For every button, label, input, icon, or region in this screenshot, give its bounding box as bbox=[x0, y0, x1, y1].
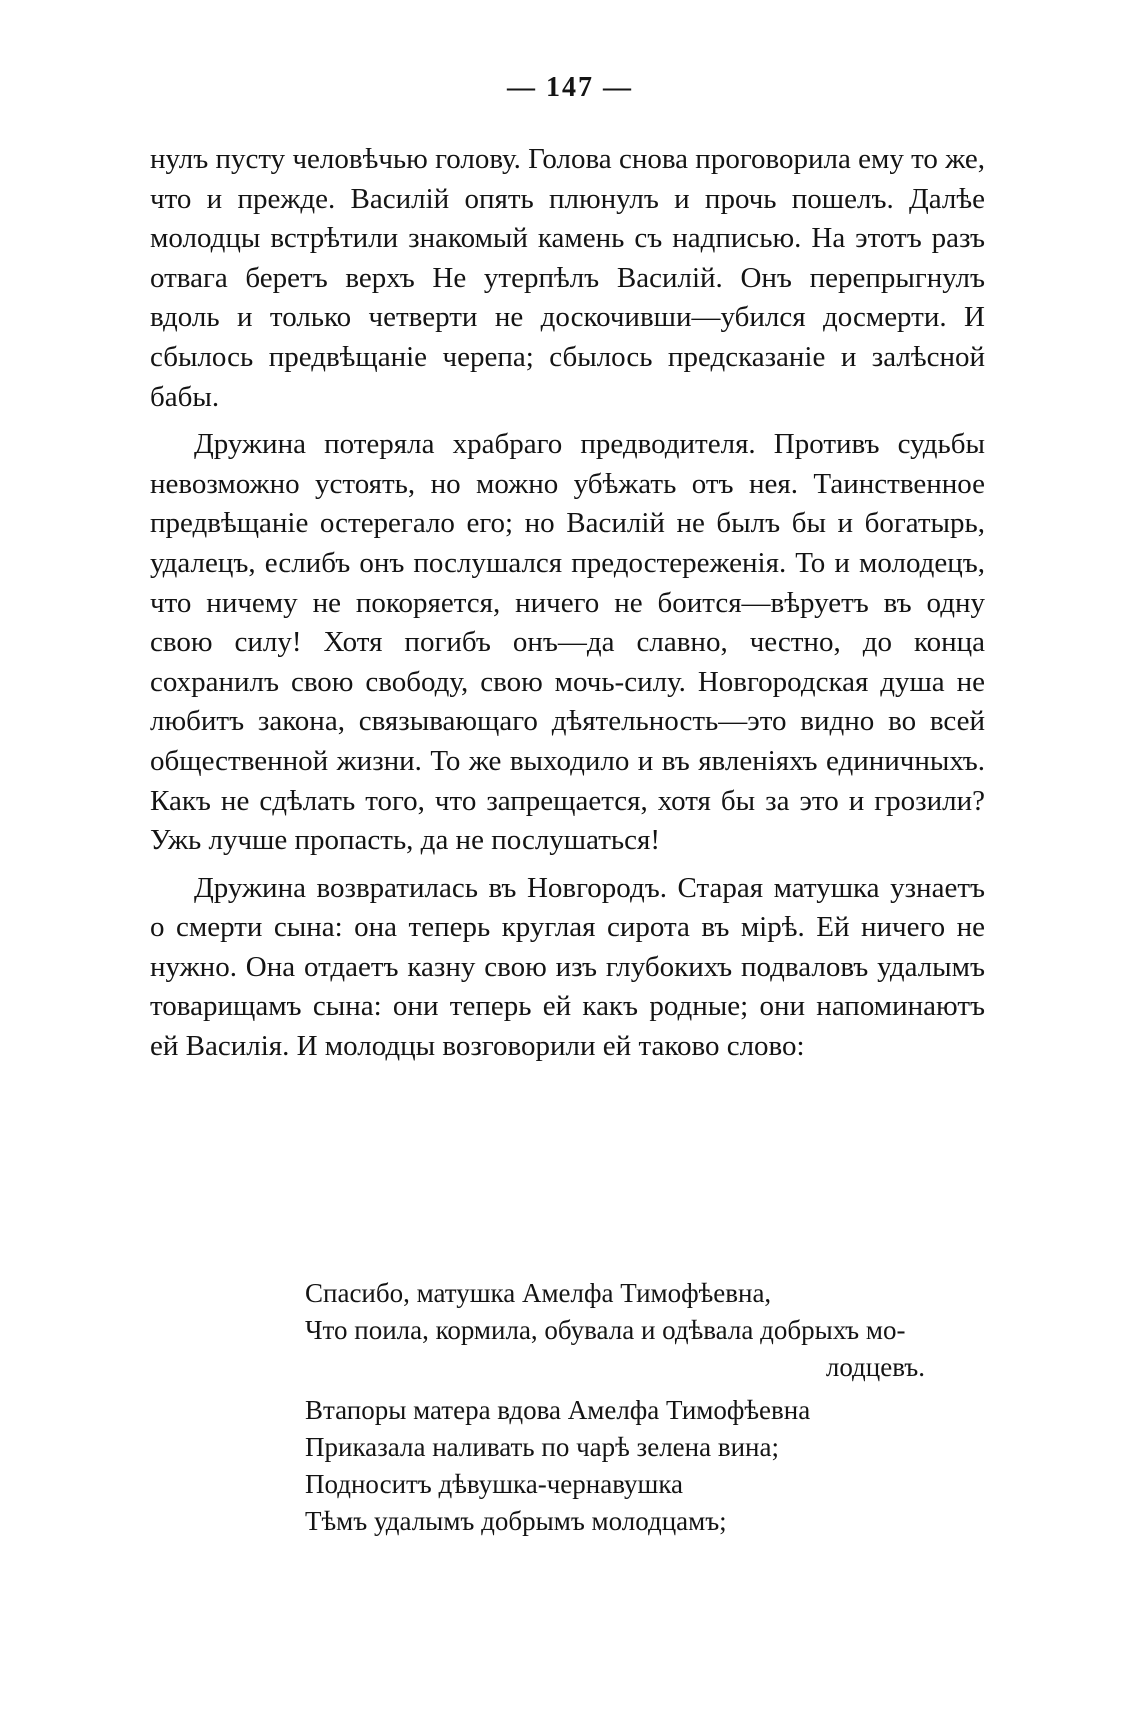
paragraph-druzhina-returned: Дружина возвратилась въ Новгородъ. Старая матушка узнаетъ о смерти сына: она теперь круглая сирота въ мірѣ. Ей ничего не нужно. Она отдаетъ казну свою изъ глубокихъ подваловъ удалымъ товарищамъ сына: они теперь ей какъ родные; они напоминаютъ ей Василія. И молодцы возговорили ей таково слово: bbox=[150, 871, 985, 1063]
verse-quotation bbox=[305, 1275, 965, 1540]
prose-body bbox=[150, 140, 985, 1067]
paragraph-druzhina-lost-leader: Дружина потеряла храбраго предводителя. Противъ судьбы невозможно устоять, но можно убѣжать отъ нея. Таинственное предвѣщаніе остерегало его; но Василій не былъ бы и богатырь, удалецъ, еслибъ онъ послушался предостереженія. То и молодецъ, что ничему не покоряется, ничего не боится—вѣруетъ въ одну свою силу! Хотя погибъ онъ—да славно, честно, до конца сохранилъ свою свободу, свою мочь-силу. Новгородская душа не любитъ закона, связывающаго дѣятельность—это видно во всей общественной жизни. То же выходило и въ явленіяхъ единичныхъ. Какъ не сдѣлать того, что запрещается, хотя бы за это и грозили? Ужь лучше пропасть, да не послушаться! bbox=[150, 428, 985, 857]
verse-line: Спасибо, матушка Амелфа Тимофѣевна, bbox=[305, 1278, 772, 1308]
verse-line: Подноситъ дѣвушка-чернавушка bbox=[305, 1469, 684, 1499]
paragraph-continuation: нулъ пусту человѣчью голову. Голова снова проговорила ему то же, что и прежде. Василій опять плюнулъ и прочь пошелъ. Далѣе молодцы встрѣтили знакомый камень съ надписью. На этотъ разъ отвага беретъ верхъ Не утерпѣлъ Василій. Онъ перепрыгнулъ вдоль и только четверти не доскочивши—убился досмерти. И сбылось предвѣщаніе черепа; сбылось предсказаніе и залѣсной бабы. bbox=[150, 143, 985, 413]
verse-line-continuation: лодцевъ. bbox=[825, 1352, 925, 1382]
verse-line: Втапоры матера вдова Амелфа Тимофѣевна bbox=[305, 1395, 811, 1425]
verse-line: Тѣмъ удалымъ добрымъ молодцамъ; bbox=[305, 1506, 727, 1536]
page-number: — 147 — bbox=[507, 72, 633, 103]
verse-line: Что поила, кормила, обувала и одѣвала добрыхъ мо- bbox=[305, 1315, 906, 1345]
verse-line: Приказала наливать по чарѣ зелена вина; bbox=[305, 1432, 779, 1462]
